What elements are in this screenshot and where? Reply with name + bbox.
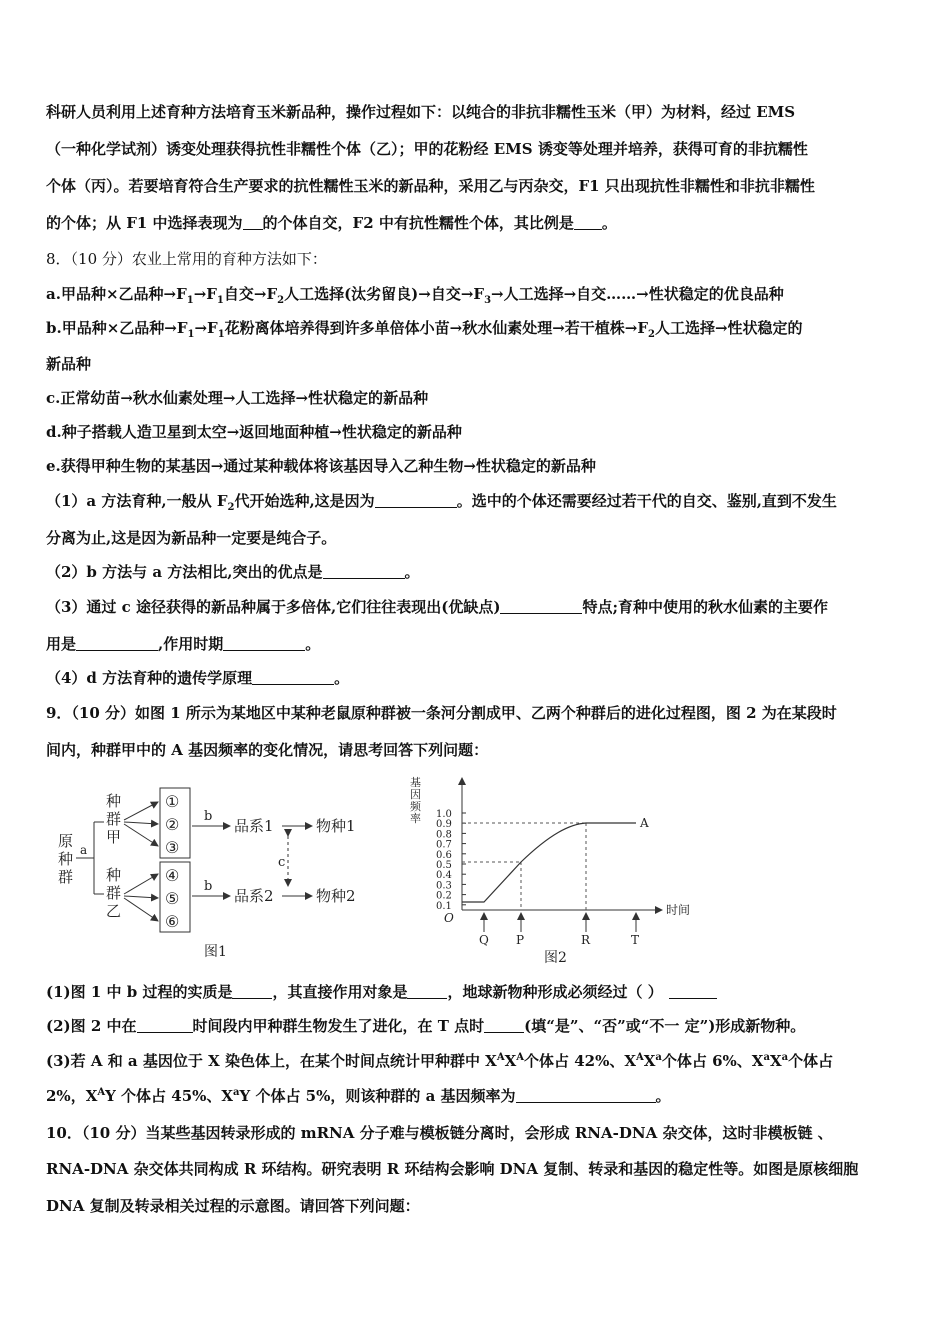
- fig1-line-1: 品系1: [234, 817, 274, 835]
- answer-blank[interactable]: [375, 493, 457, 508]
- q8-method-b: b.甲品种×乙品种$\to F_1\to F_1$花粉离体培养得到许多单倍体小苗→秋水仙素处理→若干植株$\to F_2$人工选择→性状稳定的: [46, 319, 803, 340]
- intro-line-4a: 的个体；从 F1 中选择表现为: [46, 214, 243, 232]
- fig1-species-2: 物种2: [316, 887, 356, 905]
- fig2-ylabel-3: 频: [410, 800, 421, 813]
- fig2-point-A: A: [640, 816, 649, 830]
- q9-sub-3: (3)若 A 和 a 基因位于 X 染色体上，在某个时间点统计甲种群中 $X^AX^A$个体占 42%、$X^AX^a$个体占 6%、$X^aX^a$个体占: [46, 1052, 834, 1070]
- answer-blank[interactable]: [137, 1018, 193, 1033]
- fig2-ytick-label: 0.1: [436, 900, 452, 912]
- answer-blank[interactable]: [243, 215, 263, 230]
- fig2-caption: 图2: [544, 950, 567, 966]
- fig2-xlabel: 时间: [666, 903, 691, 917]
- fig2-ytick-label: 0.3: [436, 880, 452, 892]
- fig2-ytick-label: 1.0: [436, 809, 452, 820]
- fig1-caption: 图1: [204, 944, 227, 960]
- q9-sub-3-cont: 2%，$X^AY$ 个体占 45%、$X^aY$ 个体占 5%，则该种群的 a 基因频率为 。: [46, 1087, 671, 1105]
- answer-blank[interactable]: [407, 984, 447, 999]
- fig1-circle-3: ③: [165, 838, 180, 857]
- fig2-ytick-label: 0.5: [436, 860, 452, 871]
- q8-sub-3-cont: 用是 ,作用时期 。: [46, 635, 321, 653]
- figure-1-diagram: [50, 776, 380, 966]
- fig1-circle-2: ②: [165, 815, 180, 834]
- fig1-line-2: 品系2: [234, 887, 274, 905]
- fig2-ylabel-2: 因: [410, 788, 421, 801]
- fig2-ytick-label: 0.8: [436, 829, 452, 841]
- figure-2-chart: [400, 772, 700, 967]
- answer-blank[interactable]: [574, 215, 602, 230]
- fig2-mark-T: T: [631, 933, 640, 947]
- fig2-ylabel-4: 率: [410, 812, 421, 825]
- fig2-mark-R: R: [581, 933, 591, 947]
- fig1-label-b2: b: [204, 879, 213, 894]
- fig2-ytick-label: 0.4: [436, 870, 452, 882]
- q9-line-1: 9．（10 分）如图 1 所示为某地区中某种老鼠原种群被一条河分割成甲、乙两个种群后的进化过程图，图 2 为在某段时: [46, 704, 837, 722]
- intro-line-3: 个体（丙）。若要培育符合生产要求的抗性糯性玉米的新品种，采用乙与丙杂交，F1 只出现抗性非糯性和非抗非糯性: [46, 177, 815, 195]
- q10-line-3: DNA 复制及转录相关过程的示意图。请回答下列问题：: [46, 1197, 420, 1215]
- fig1-popB-1: 种: [106, 866, 122, 884]
- q8-heading: 8．（10 分）农业上常用的育种方法如下：: [46, 250, 327, 268]
- answer-blank[interactable]: [76, 636, 158, 651]
- q8-method-c: c.正常幼苗→秋水仙素处理→人工选择→性状稳定的新品种: [46, 389, 429, 407]
- intro-line-4b: 的个体自交，F2 中有抗性糯性个体，其比例是: [262, 214, 574, 232]
- q8-sub-4: （4）d 方法育种的遗传学原理 。: [46, 669, 350, 687]
- q8-sub-3: （3）通过 c 途径获得的新品种属于多倍体,它们往往表现出(优缺点) 特点;育种中使用的秋水仙素的主要作: [46, 598, 828, 616]
- q8-method-d: d.种子搭载人造卫星到太空→返回地面种植→性状稳定的新品种: [46, 423, 462, 441]
- fig1-popA-2: 群: [106, 810, 122, 828]
- answer-blank[interactable]: [232, 984, 272, 999]
- fig2-origin: O: [444, 911, 454, 925]
- q8-sub-1: （1）a 方法育种,一般从 $F_2$代开始选种,这是因为 。选中的个体还需要经过若干代的自交、鉴别,直到不发生: [46, 492, 837, 513]
- intro-line-1: 科研人员利用上述育种方法培育玉米新品种，操作过程如下：以纯合的非抗非糯性玉米（甲）为材料，经过 EMS: [46, 103, 796, 121]
- fig1-orig-1: 原: [58, 832, 74, 850]
- fig1-popB-3: 乙: [106, 902, 122, 920]
- q8-sub-2: （2）b 方法与 a 方法相比,突出的优点是 。: [46, 563, 420, 581]
- answer-blank[interactable]: [500, 599, 582, 614]
- fig2-ylabel-1: 基: [410, 776, 421, 789]
- fig1-circle-6: ⑥: [165, 912, 180, 931]
- q9-sub-2: (2)图 2 中在 时间段内甲种群生物发生了进化，在 T 点时 (填“是”、“否”或“不一 定”)形成新物种。: [46, 1017, 806, 1035]
- fig1-popA-1: 种: [106, 792, 122, 810]
- fig2-mark-P: P: [516, 933, 525, 947]
- answer-blank[interactable]: [323, 564, 405, 579]
- fig2-mark-Q: Q: [479, 933, 489, 947]
- q9-line-2: 间内，种群甲中的 A 基因频率的变化情况，请思考回答下列问题：: [46, 741, 489, 759]
- q8-sub-1-cont: 分离为止,这是因为新品种一定要是纯合子。: [46, 529, 337, 547]
- fig1-label-b1: b: [204, 809, 213, 824]
- fig1-label-a: a: [80, 843, 88, 857]
- fig2-ytick-label: 0.6: [436, 849, 452, 861]
- q8-method-a: a.甲品种×乙品种$\to F_1\to F_1$自交$\to F_2$人工选择(汰劣留良)→自交$\to F_3\to$人工选择→自交……→性状稳定的优良品种: [46, 285, 784, 306]
- intro-line-4: [46, 212, 617, 234]
- fig1-popA-3: 甲: [106, 828, 122, 846]
- fig1-circle-4: ④: [165, 866, 180, 885]
- intro-line-2: （一种化学试剂）诱变处理获得抗性非糯性个体（乙）；甲的花粉经 EMS 诱变等处理并培养，获得可育的非抗糯性: [46, 140, 808, 158]
- q10-line-2: RNA-DNA 杂交体共同构成 R 环结构。研究表明 R 环结构会影响 DNA 复制、转录和基因的稳定性等。如图是原核细胞: [46, 1160, 859, 1178]
- q8-method-e: e.获得甲种生物的某基因→通过某种载体将该基因导入乙种生物→性状稳定的新品种: [46, 457, 596, 475]
- fig1-circle-1: ①: [165, 792, 180, 811]
- answer-blank[interactable]: [516, 1088, 656, 1103]
- fig1-orig-2: 种: [58, 850, 74, 868]
- fig2-ytick-label: 0.9: [436, 819, 452, 831]
- intro-line-4c: 。: [601, 214, 617, 232]
- answer-blank[interactable]: [252, 670, 334, 685]
- answer-blank[interactable]: [669, 984, 717, 999]
- q8-method-b-cont: 新品种: [46, 355, 92, 373]
- fig1-popB-2: 群: [106, 884, 122, 902]
- fig1-circle-5: ⑤: [165, 889, 180, 908]
- answer-blank[interactable]: [484, 1018, 524, 1033]
- fig1-label-c: c: [278, 855, 286, 870]
- fig2-ytick-label: 0.2: [436, 890, 452, 902]
- q10-line-1: 10．（10 分）当某些基因转录形成的 mRNA 分子难与模板链分离时，会形成 RNA-DNA 杂交体，这时非模板链 、: [46, 1124, 833, 1142]
- q9-sub-1: (1)图 1 中 b 过程的实质是 ，其直接作用对象是 ，地球新物种形成必须经过（ ）: [46, 981, 717, 1003]
- fig1-species-1: 物种1: [316, 817, 356, 835]
- fig2-ytick-label: 0.7: [436, 839, 452, 851]
- answer-blank[interactable]: [223, 636, 305, 651]
- fig1-orig-3: 群: [58, 868, 74, 886]
